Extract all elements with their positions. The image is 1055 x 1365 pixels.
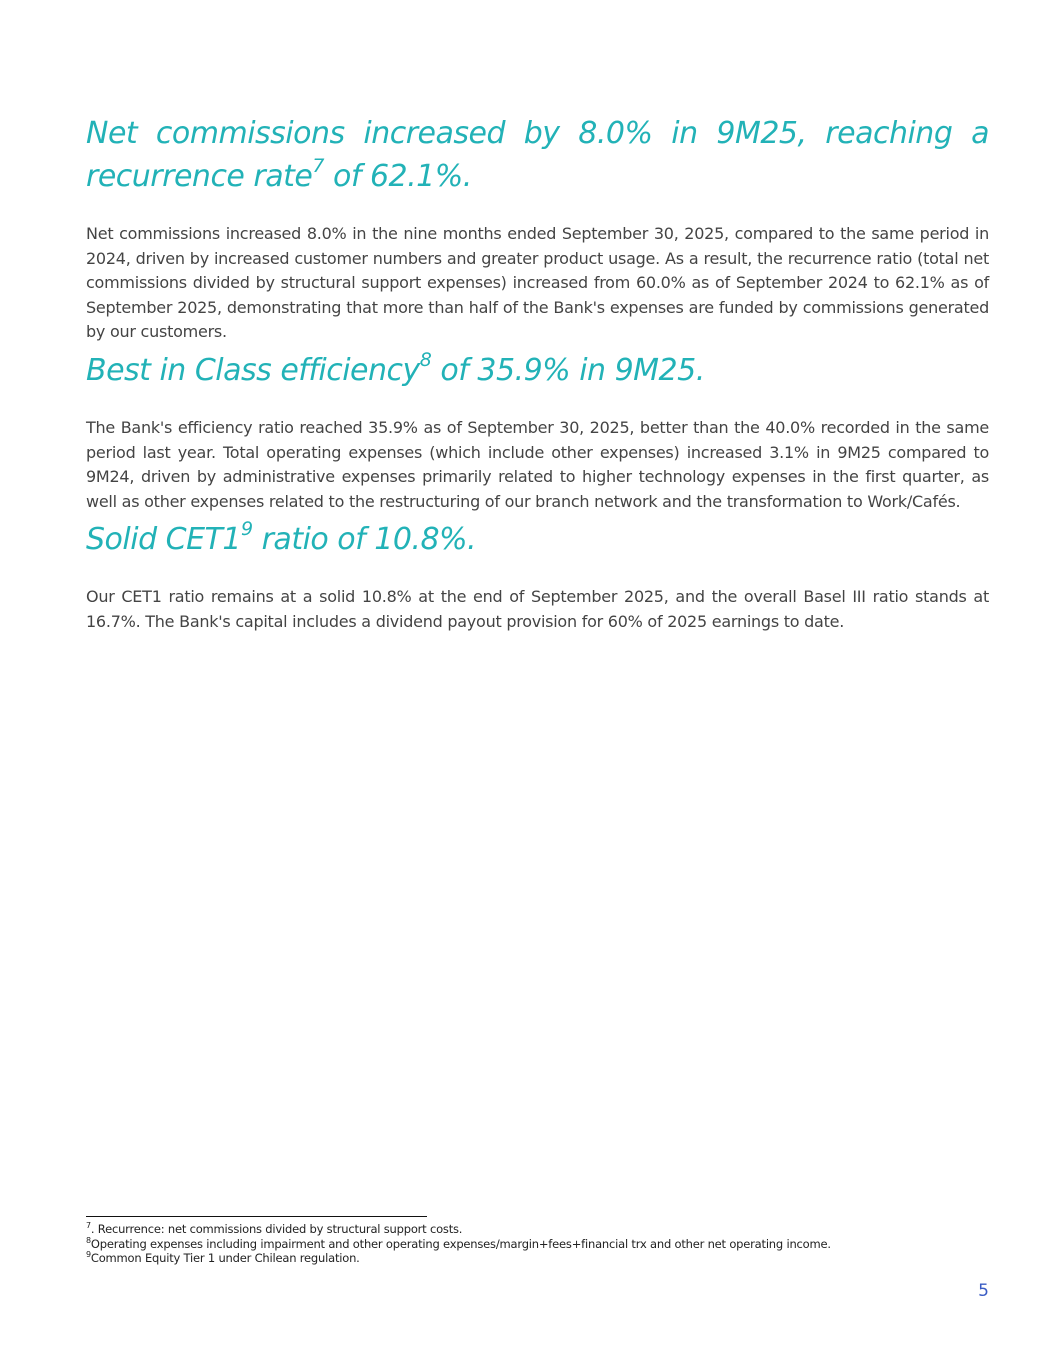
footnote-text: Operating expenses including impairment and other operating expenses/margin+fees+financial trx and other net operating income. (90, 1236, 831, 1251)
footnote-ref-9[interactable]: 9 (240, 518, 253, 541)
footnote-mark: 9 (86, 1250, 91, 1260)
footnote-divider (86, 1216, 427, 1217)
footnote-ref-7[interactable]: 7 (312, 154, 324, 177)
section-body-net-commissions: Net commissions increased 8.0% in the nine months ended September 30, 2025, compared to the same period in 2024, driven by increased customer numbers and greater product usage. As a result, the recurrence ratio (total net commissions divided by structural support expenses) increased from 60.0% as of September 2024 to 62.1% as of September 2025, demonstrating that more than half of the Bank's expenses are funded by commissions generated by our customers. (86, 224, 989, 342)
section-heading-net-commissions (86, 112, 989, 198)
section-body-efficiency: The Bank's efficiency ratio reached 35.9% as of September 30, 2025, better than the 40.0% recorded in the same period last year. Total operating expenses (which include other expenses) increased 3.1% in 9M25 compared to 9M24, driven by administrative expenses primarily related to higher technology expenses in the first quarter, as well as other expenses related to the restructuring of our branch network and the transformation to Work/Cafés. (86, 417, 989, 511)
footnote-8 (86, 1237, 989, 1252)
main-content (86, 112, 989, 635)
footnote-mark: 7 (86, 1221, 91, 1231)
heading-text: Best in Class efficiency (86, 352, 420, 388)
section-heading-efficiency (86, 349, 989, 392)
footnote-9 (86, 1251, 989, 1266)
heading-text: Solid CET1 (86, 522, 241, 558)
footnote-mark: 8 (86, 1235, 91, 1245)
section-heading-cet1 (86, 518, 989, 561)
heading-text: Net commissions increased by 8.0% in 9M25, reaching a recurrence rate (86, 116, 989, 194)
footnote-text: . Recurrence: net commissions divided by structural support costs. (90, 1222, 463, 1236)
footnote-text: Common Equity Tier 1 under Chilean regulation. (90, 1251, 360, 1265)
footnote-7 (86, 1222, 989, 1237)
heading-tail: ratio of 10.8%. (252, 522, 477, 558)
footnote-ref-8[interactable]: 8 (419, 348, 432, 371)
heading-tail: of 35.9% in 9M25. (431, 352, 705, 388)
heading-tail: of 62.1%. (323, 159, 472, 194)
page-number: 5 (978, 1281, 989, 1301)
footnotes (86, 1222, 989, 1266)
section-body-cet1: Our CET1 ratio remains at a solid 10.8% at the end of September 2025, and the overall Basel III ratio stands at 16.7%. The Bank's capital includes a dividend payout provision for 60% of 2025 earnings to date. (86, 587, 989, 631)
